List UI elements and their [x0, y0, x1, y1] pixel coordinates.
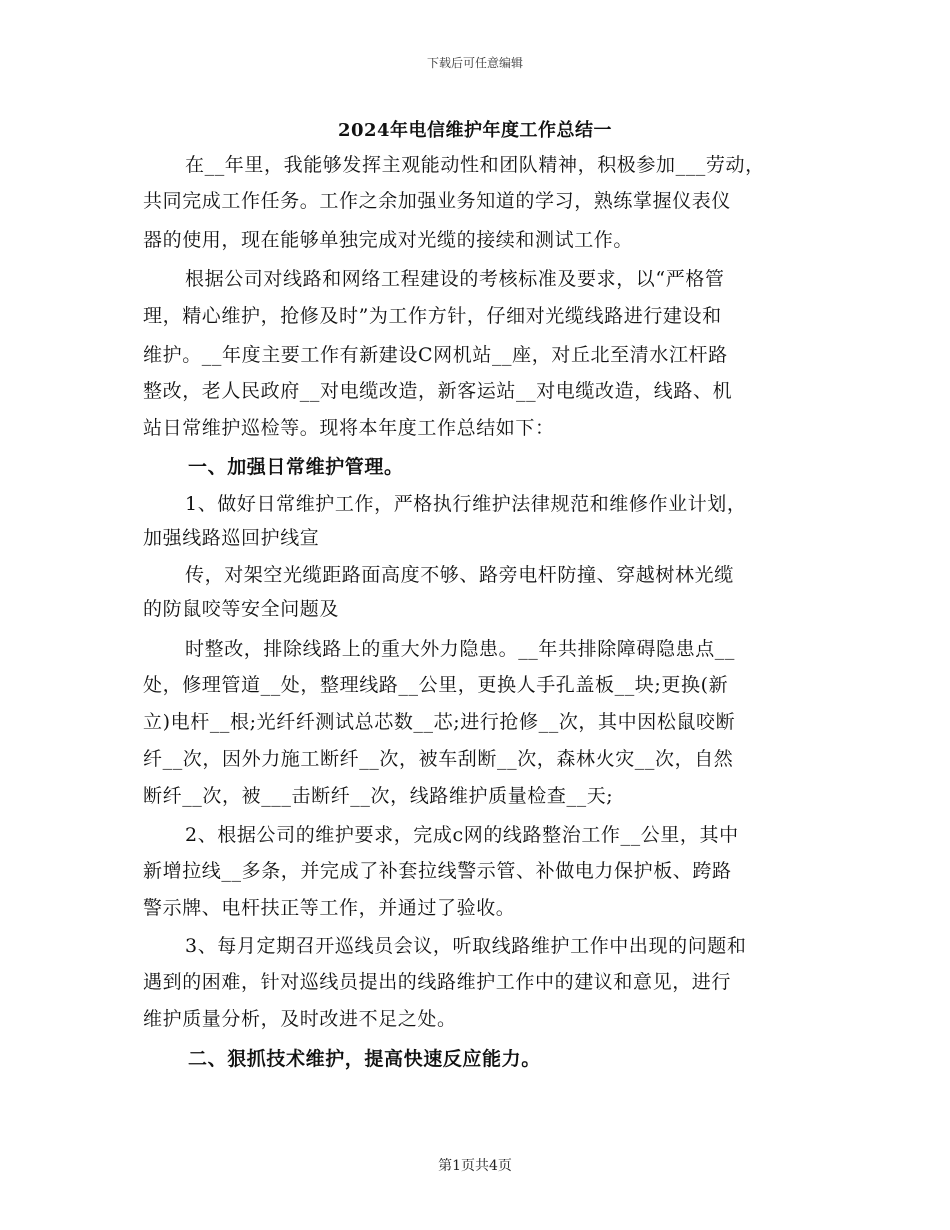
paragraph-line: 传，对架空光缆距路面高度不够、路旁电杆防撞、穿越树林光缆 [185, 564, 734, 586]
paragraph-line: 断纤__次，被___击断纤__次，线路维护质量检查__天; [143, 785, 614, 807]
paragraph-line: 警示牌、电杆扶正等工作，并通过了验收。 [143, 897, 516, 919]
paragraph-line: 立)电杆__根;光纤纤测试总芯数__芯;进行抢修__次，其中因松鼠咬断 [143, 711, 736, 733]
paragraph-line: 根据公司对线路和网络工程建设的考核标准及要求，以“严格管 [185, 268, 725, 290]
paragraph-line: 新增拉线__多条，并完成了补套拉线警示管、补做电力保护板、跨路 [143, 860, 732, 882]
paragraph-line: 时整改，排除线路上的重大外力隐患。__年共排除障碍隐患点__ [185, 638, 736, 660]
paragraph-line: 维护质量分析，及时改进不足之处。 [143, 1008, 457, 1030]
paragraph-line: 的防鼠咬等安全问题及 [143, 598, 340, 620]
paragraph-line: 在__年里，我能够发挥主观能动性和团队精神，积极参加___劳动， [185, 154, 765, 176]
paragraph-line: 1、做好日常维护工作，严格执行维护法律规范和维修作业计划， [185, 493, 747, 515]
paragraph-line: 整改，老人民政府__对电缆改造，新客运站__对电缆改造，线路、机 [143, 380, 733, 402]
paragraph-line: 站日常维护巡检等。现将本年度工作总结如下： [143, 417, 555, 439]
paragraph-line: 理，精心维护，抢修及时”为工作方针，仔细对光缆线路进行建设和 [143, 305, 722, 327]
section-heading-2: 二、狠抓技术维护，提高快速反应能力。 [188, 1048, 541, 1070]
document-title: 2024年电信维护年度工作总结一 [337, 120, 613, 141]
section-heading-1: 一、加强日常维护管理。 [188, 456, 404, 478]
paragraph-line: 3、每月定期召开巡线员会议，听取线路维护工作中出现的问题和 [185, 935, 747, 957]
page-number-footer: 第1页共4页 [438, 1158, 512, 1174]
paragraph-line: 纤__次，因外力施工断纤__次，被车刮断__次，森林火灾__次，自然 [143, 748, 734, 770]
paragraph-line: 处，修理管道__处，整理线路__公里，更换人手孔盖板__块;更换(新 [143, 674, 729, 696]
paragraph-line: 2、根据公司的维护要求，完成c网的线路整治工作__公里，其中 [185, 824, 739, 846]
paragraph-line: 加强线路巡回护线宣 [143, 527, 320, 549]
paragraph-line: 维护。__年度主要工作有新建设C网机站__座，对丘北至清水江杆路 [143, 344, 728, 366]
paragraph-line: 遇到的困难，针对巡线员提出的线路维护工作中的建议和意见，进行 [143, 971, 732, 993]
paragraph-line: 共同完成工作任务。工作之余加强业务知道的学习，熟练掌握仪表仪 [143, 190, 732, 212]
header-note: 下载后可任意编辑 [426, 56, 523, 70]
paragraph-line: 器的使用，现在能够单独完成对光缆的接续和测试工作。 [143, 229, 634, 251]
